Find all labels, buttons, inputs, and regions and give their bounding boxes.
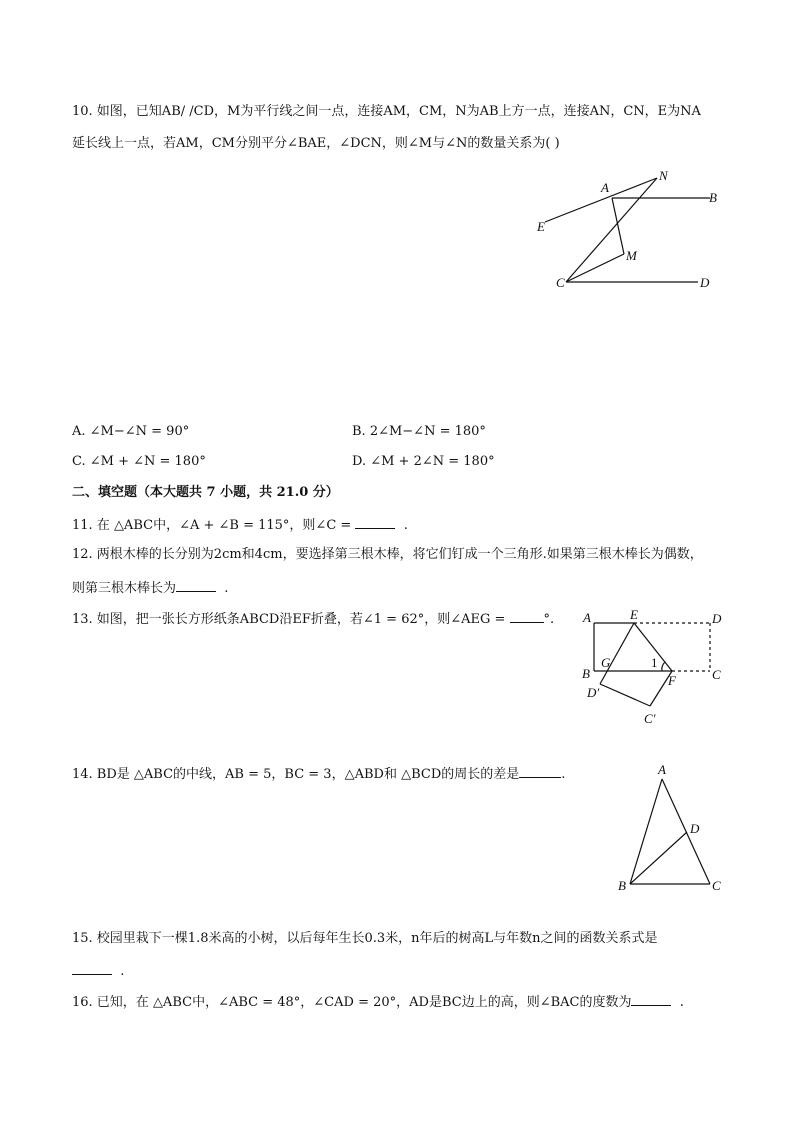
label-f: F (668, 673, 676, 688)
line-en (545, 178, 657, 222)
label-angle-1: 1 (651, 655, 658, 670)
edge-ed-prime (600, 623, 634, 684)
q15-blank (72, 960, 112, 975)
label-a: A (583, 610, 591, 625)
label-d-prime: D′ (587, 685, 600, 700)
label-g: G (601, 655, 611, 670)
q11 (72, 514, 408, 536)
section-title: 二、填空题（本大题共 7 小题，共 21.0 分） (72, 485, 339, 500)
label-b: B (582, 666, 590, 681)
q12-line1: 12. 两根木棒的长分别为2cm和4cm，要选择第三根木棒，将它们钉成一个三角形.如果第三根木棒长为偶数， (72, 547, 703, 562)
edge-ef (634, 623, 672, 671)
q15-line2 (72, 960, 124, 982)
label-b: B (618, 878, 626, 893)
label-a: A (658, 762, 666, 777)
q16-end: . (679, 995, 684, 1010)
q14-blank (519, 763, 561, 778)
q13 (72, 608, 554, 630)
q11-text: 11. 在 △ABC中，∠A + ∠B = 115°，则∠C = (72, 518, 356, 533)
edge-dp-cp (600, 684, 650, 706)
label-e: E (537, 219, 545, 234)
q15-end: . (120, 964, 125, 979)
label-e: E (630, 607, 638, 622)
q11-end: . (403, 518, 408, 533)
label-a: A (601, 180, 609, 195)
q10-option-c: C. ∠M + ∠N = 180° (72, 454, 206, 469)
q16-text: 16. 已知，在 △ABC中，∠ABC = 48°，∠CAD = 20°，AD是BC边上的高，则∠BAC的度数为 (72, 995, 632, 1010)
q12-text: 则第三根木棒长为 (72, 581, 177, 596)
label-c: C (712, 878, 721, 893)
q11-blank (355, 514, 395, 529)
q13-end: °. (543, 612, 555, 627)
line-cm (566, 254, 624, 282)
label-c-prime: C′ (644, 711, 656, 726)
label-n: N (659, 168, 668, 183)
q14-text: 14. BD是 △ABC的中线，AB = 5，BC = 3，△ABD和 △BCD的周长的差是 (72, 767, 520, 782)
label-c: C (712, 667, 721, 682)
line-cn (566, 178, 657, 282)
edge-ac (662, 779, 710, 884)
label-d: D (690, 821, 700, 836)
edge-cp-f (650, 671, 672, 706)
q15-line1: 15. 校园里栽下一棵1.8米高的小树，以后每年生长0.3米，n年后的树高L与年数n之间的函数关系式是 (72, 931, 658, 946)
label-m: M (626, 248, 637, 263)
q10-option-b: B. 2∠M−∠N = 180° (352, 424, 486, 439)
q13-text: 13. 如图，把一张长方形纸条ABCD沿EF折叠，若∠1 = 62°，则∠AEG = (72, 612, 510, 627)
edge-bd (630, 832, 687, 884)
q10-line1: 10. 如图，已知AB/ /CD，M为平行线之间一点，连接AM，CM，N为AB上方一点，连接AN，CN，E为NA (72, 104, 701, 119)
q10-line2: 延长线上一点，若AM，CM分别平分∠BAE，∠DCN，则∠M与∠N的数量关系为( ) (72, 136, 560, 151)
line-am (612, 198, 624, 254)
q16-blank (631, 991, 671, 1006)
q16 (72, 991, 684, 1013)
q10-option-a: A. ∠M−∠N = 90° (72, 424, 190, 439)
q13-blank (510, 608, 544, 623)
angle-1-arc (662, 662, 665, 671)
label-b: B (709, 190, 717, 205)
q12-blank (176, 577, 216, 592)
q12-line2 (72, 577, 228, 599)
q14-end: . (561, 767, 566, 782)
label-d: D (700, 275, 710, 290)
q12-end: . (224, 581, 229, 596)
q14 (72, 763, 565, 785)
label-d: D (712, 611, 722, 626)
label-c: C (556, 275, 565, 290)
q10-option-d: D. ∠M + 2∠N = 180° (352, 454, 495, 469)
edge-ab (630, 779, 662, 884)
